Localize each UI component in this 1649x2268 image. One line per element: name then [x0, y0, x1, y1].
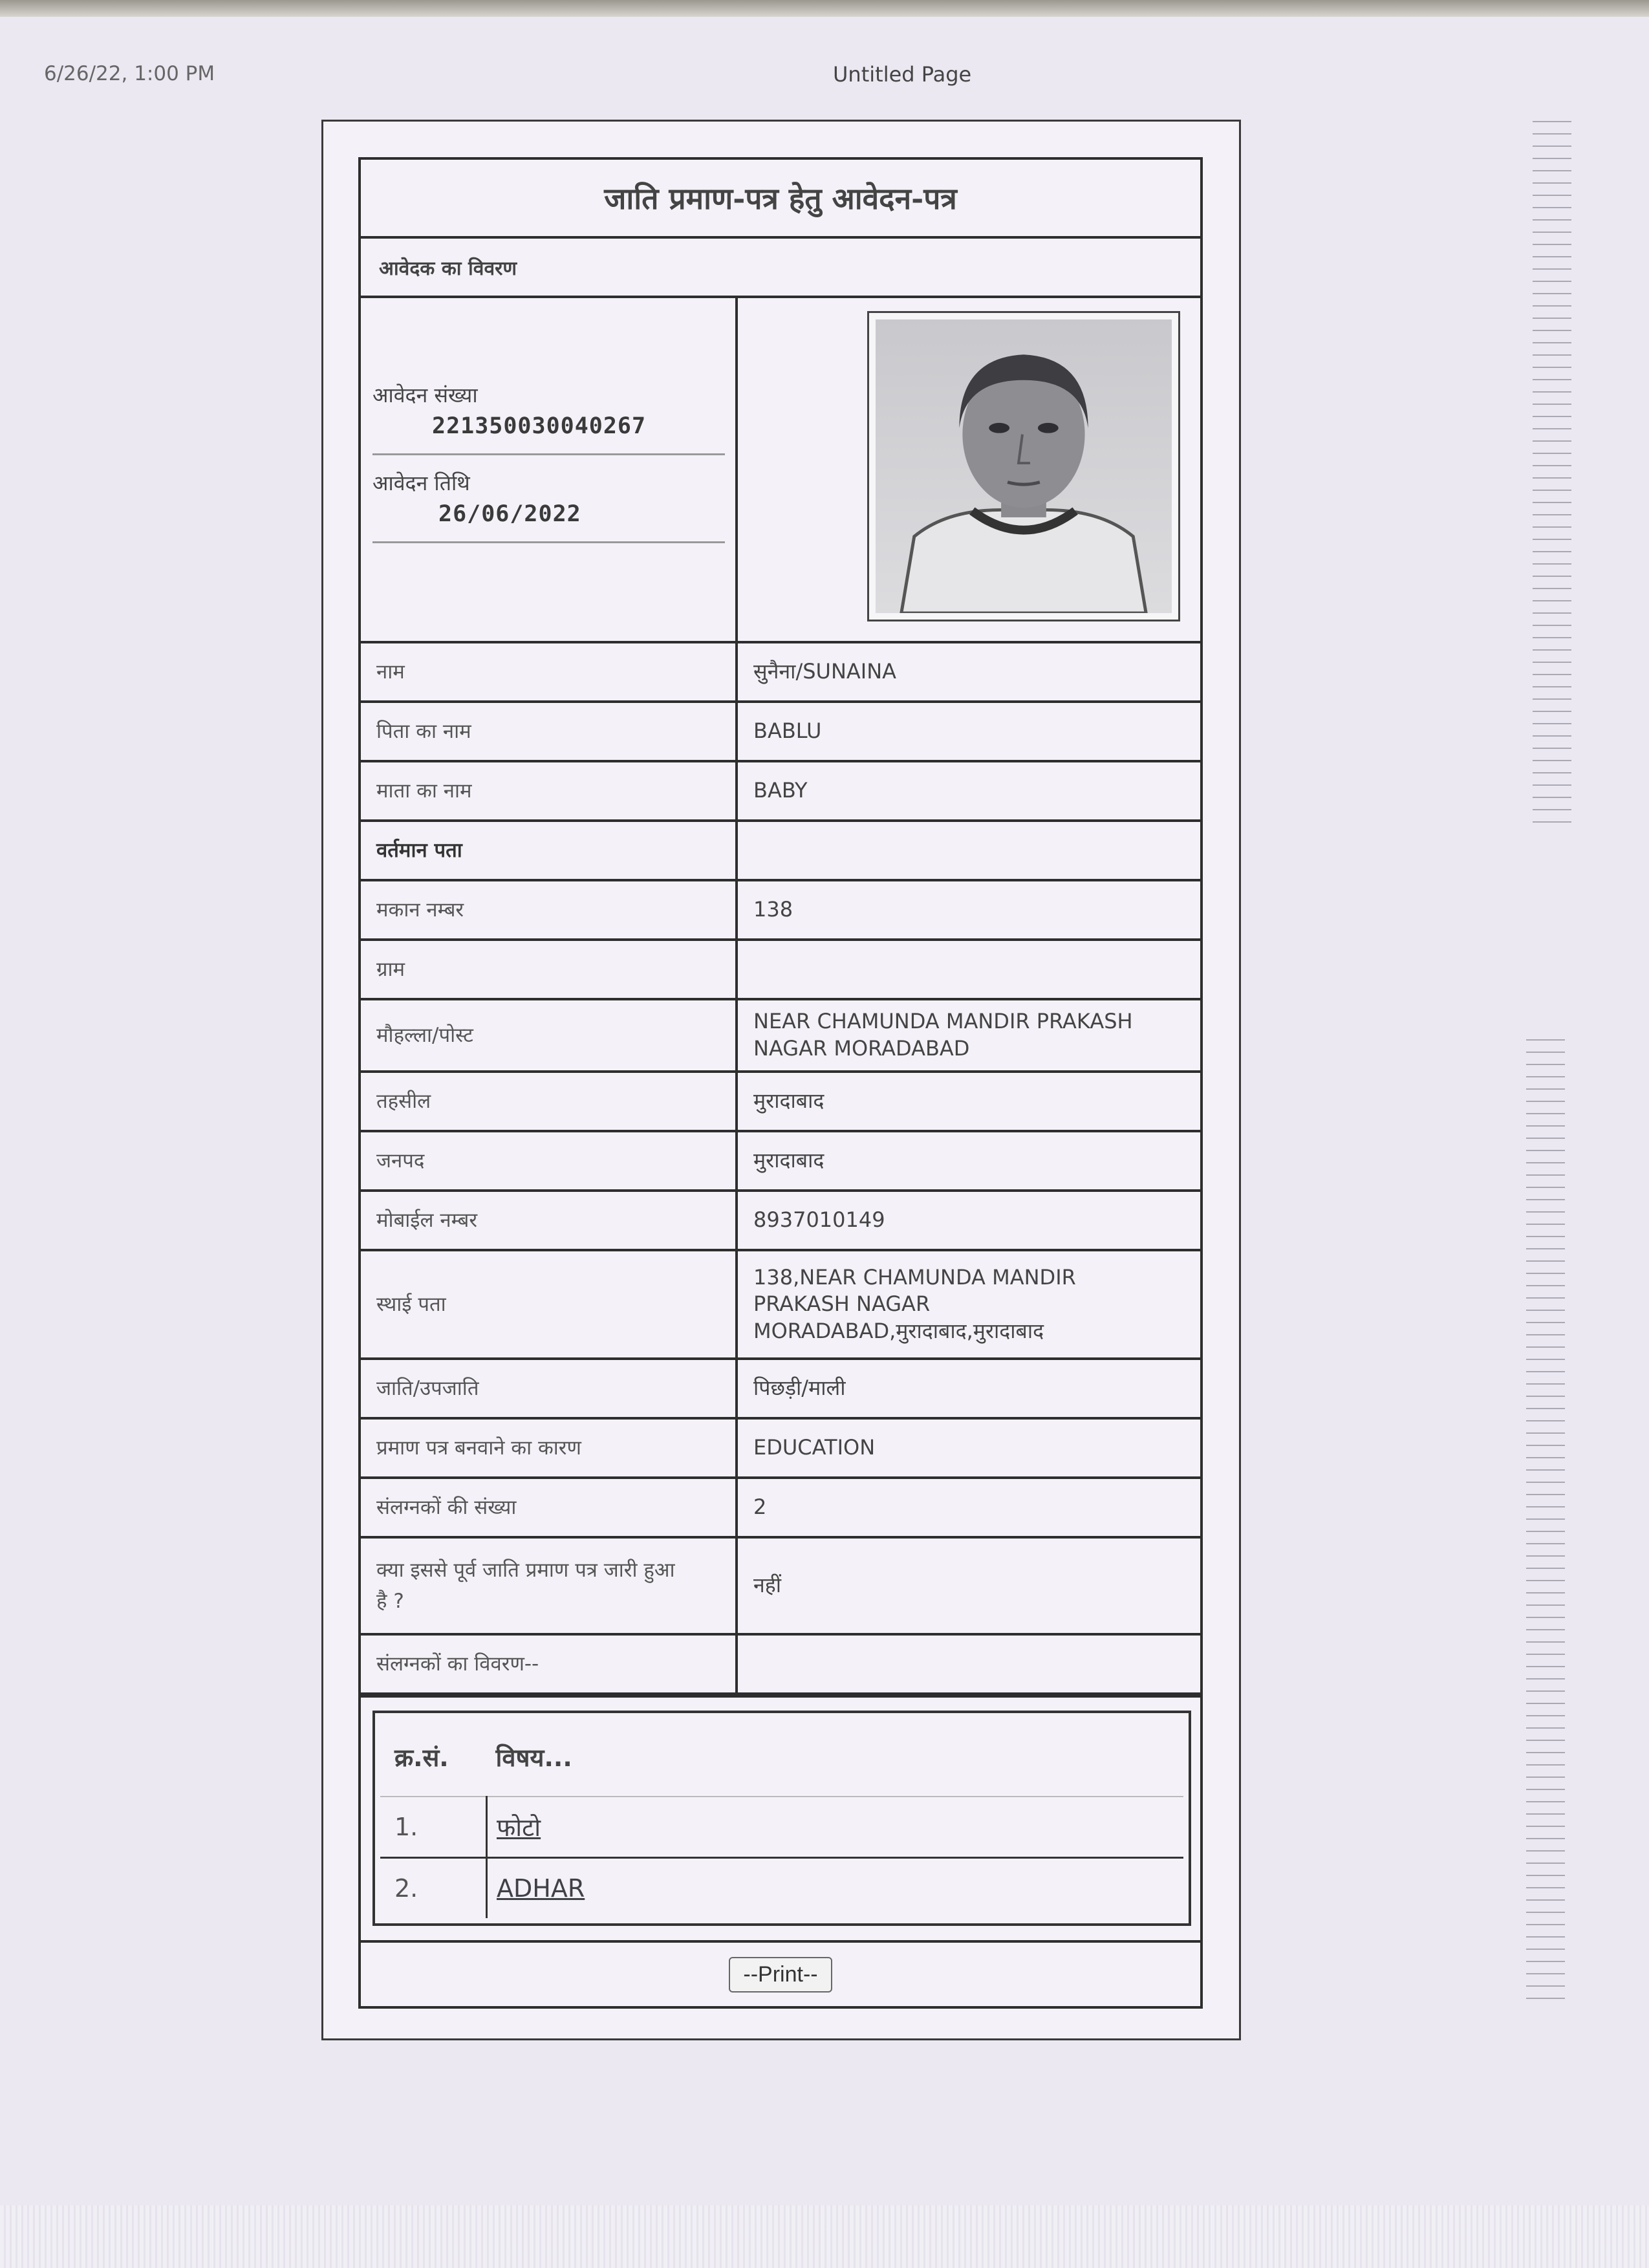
attachment-link-adhar[interactable]: ADHAR	[497, 1874, 585, 1903]
column-header-subject: विषय...	[487, 1718, 1184, 1797]
application-number-label: आवेदन संख्या	[372, 383, 478, 407]
attachments-section	[361, 1695, 1200, 1943]
attachments-table	[380, 1718, 1183, 1918]
field-label: माता का नाम	[361, 762, 738, 819]
field-row-tehsil	[361, 1073, 1200, 1132]
field-value: BABLU	[753, 718, 822, 744]
print-datetime: 6/26/22, 1:00 PM	[44, 62, 215, 85]
field-row-attachment-count	[361, 1479, 1200, 1539]
scan-noise	[1526, 1035, 1565, 2005]
field-row-caste	[361, 1360, 1200, 1420]
divider	[372, 541, 725, 543]
field-row-current-address	[361, 822, 1200, 881]
application-date-label: आवेदन तिथि	[372, 471, 470, 495]
field-row-attachment-details	[361, 1636, 1200, 1695]
field-row-district	[361, 1132, 1200, 1192]
field-row-previous-certificate	[361, 1539, 1200, 1636]
scan-edge-top	[0, 0, 1649, 17]
photo-cell	[738, 298, 1200, 641]
scan-noise	[1533, 116, 1571, 828]
attachment-cell	[487, 1858, 1184, 1919]
browser-page-title: Untitled Page	[833, 62, 972, 87]
application-date: 26/06/2022	[438, 501, 581, 527]
field-label: संलग्नकों की संख्या	[361, 1479, 738, 1536]
attachment-link-photo[interactable]: फोटो	[497, 1813, 541, 1842]
field-value	[738, 822, 1200, 879]
field-label: मकान नम्बर	[361, 881, 738, 938]
field-value: मुरादाबाद	[753, 1088, 824, 1114]
table-row	[380, 1797, 1183, 1858]
field-value: पिछड़ी/माली	[753, 1376, 846, 1401]
field-label	[361, 1539, 738, 1633]
field-value: नहीं	[753, 1573, 782, 1598]
field-label: मौहल्ला/पोस्ट	[361, 1000, 738, 1070]
field-row-reason	[361, 1420, 1200, 1479]
scan-edge-bottom	[0, 2205, 1649, 2268]
field-value	[738, 1251, 1200, 1357]
field-value: 8937010149	[753, 1207, 885, 1233]
label-line: क्या इससे पूर्व जाति प्रमाण पत्र जारी हुआ	[376, 1558, 675, 1582]
field-row-locality	[361, 1000, 1200, 1073]
print-row	[361, 1943, 1200, 2006]
caste-certificate-application-form	[358, 157, 1203, 2009]
photo-frame	[867, 311, 1180, 621]
field-value: मुरादाबाद	[753, 1148, 824, 1173]
field-value	[738, 941, 1200, 998]
field-row-house-number	[361, 881, 1200, 941]
field-row-father-name	[361, 703, 1200, 762]
field-value: BABY	[753, 778, 808, 803]
attachments-box	[372, 1711, 1191, 1926]
attachment-sno: 1.	[380, 1797, 487, 1858]
label-line: है ?	[376, 1590, 404, 1613]
field-label: प्रमाण पत्र बनवाने का कारण	[361, 1420, 738, 1476]
divider	[372, 453, 725, 455]
field-label: तहसील	[361, 1073, 738, 1130]
field-label: ग्राम	[361, 941, 738, 998]
field-value	[738, 1000, 1200, 1070]
applicant-photo	[876, 319, 1172, 613]
field-label: जाति/उपजाति	[361, 1360, 738, 1417]
attachment-sno: 2.	[380, 1858, 487, 1919]
field-label: नाम	[361, 643, 738, 700]
field-row-mother-name	[361, 762, 1200, 822]
field-label: जनपद	[361, 1132, 738, 1189]
value-line: MORADABAD,मुरादाबाद,मुरादाबाद	[753, 1318, 1044, 1343]
column-header-sno: क्र.सं.	[380, 1718, 487, 1797]
table-header-row	[380, 1718, 1183, 1797]
section-heading: आवेदक का विवरण	[361, 239, 1200, 298]
field-label: पिता का नाम	[361, 703, 738, 760]
field-value: EDUCATION	[753, 1435, 876, 1460]
field-row-permanent-address	[361, 1251, 1200, 1360]
field-value	[738, 1636, 1200, 1692]
value-line: PRAKASH NAGAR	[753, 1291, 931, 1317]
field-row-mobile	[361, 1192, 1200, 1251]
field-row-name	[361, 643, 1200, 703]
value-line: NEAR CHAMUNDA MANDIR PRAKASH	[753, 1009, 1133, 1034]
field-label: वर्तमान पता	[361, 822, 738, 879]
application-number: 221350030040267	[432, 413, 647, 439]
print-button[interactable]: --Print--	[729, 1957, 832, 1993]
field-label: संलग्नकों का विवरण--	[361, 1636, 738, 1692]
form-title: जाति प्रमाण-पत्र हेतु आवेदन-पत्र	[361, 160, 1200, 239]
field-row-village	[361, 941, 1200, 1000]
application-info-block	[361, 298, 1200, 643]
field-value: सुनैना/SUNAINA	[753, 659, 897, 684]
application-meta	[361, 298, 738, 641]
field-label: स्थाई पता	[361, 1251, 738, 1357]
value-line: NAGAR MORADABAD	[753, 1036, 970, 1061]
table-row	[380, 1858, 1183, 1919]
field-label: मोबाईल नम्बर	[361, 1192, 738, 1249]
value-line: 138,NEAR CHAMUNDA MANDIR	[753, 1264, 1076, 1290]
field-value: 138	[753, 897, 793, 922]
field-value: 2	[753, 1495, 767, 1520]
attachment-cell	[487, 1797, 1184, 1858]
